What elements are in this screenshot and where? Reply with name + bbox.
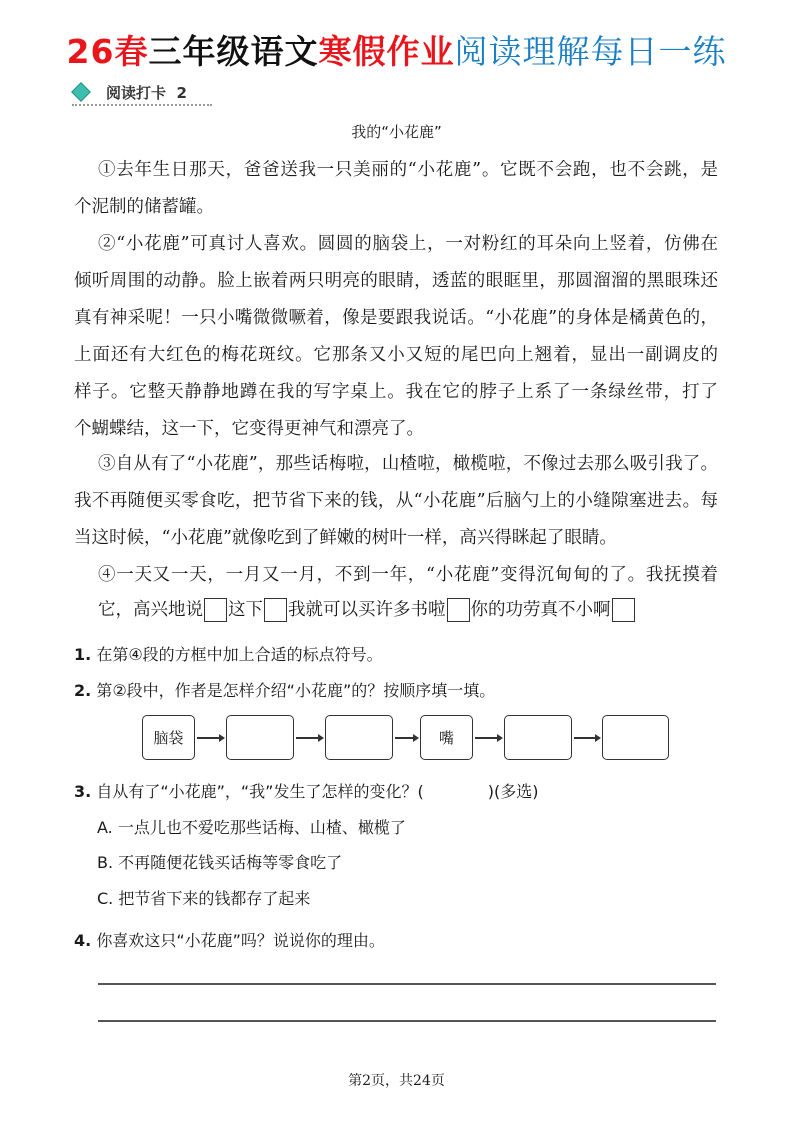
- arrow-icon: [574, 737, 599, 739]
- answer-line[interactable]: [98, 983, 716, 985]
- title-part: 26春: [66, 32, 149, 71]
- article-line: 样子。它整天静静地蹲在我的写字桌上。我在它的脖子上系了一条绿丝带，打了: [74, 382, 718, 402]
- option-a: A. 一点儿也不爱吃那些话梅、山楂、橄榄了: [97, 818, 406, 837]
- flow-answer-box[interactable]: [504, 715, 572, 760]
- page-number: 第2页，共24页: [348, 1073, 445, 1089]
- article-line-with-blanks: [98, 598, 718, 622]
- flow-answer-box[interactable]: [226, 715, 294, 760]
- question-number: 3.: [74, 782, 92, 801]
- question-number: 2.: [74, 681, 92, 700]
- text-segment: 我就可以买许多书啦: [288, 600, 446, 620]
- article-line: 倾听周围的动静。脸上嵌着两只明亮的眼睛，透蓝的眼眶里，那圆溜溜的黑眼珠还: [74, 271, 718, 291]
- flow-box: 脑袋: [142, 715, 195, 760]
- arrow-icon: [395, 737, 417, 739]
- punctuation-blank[interactable]: [447, 598, 470, 622]
- section-label: 阅读打卡 2: [106, 84, 187, 102]
- text-segment: 你的功劳真不小啊: [470, 600, 611, 620]
- question-text: 第②段中，作者是怎样介绍“小花鹿”的？按顺序填一填。: [96, 681, 496, 700]
- question-2: [74, 678, 495, 701]
- article-line: ②“小花鹿”可真讨人喜欢。圆圆的脑袋上，一对粉红的耳朵向上竖着，仿佛在: [98, 234, 718, 254]
- punctuation-blank[interactable]: [264, 598, 287, 622]
- article-line: 当这时候，“小花鹿”就像吃到了鲜嫩的树叶一样，高兴得眯起了眼睛。: [74, 528, 617, 548]
- article-line: ④一天又一天，一月又一月，不到一年，“小花鹿”变得沉甸甸的了。我抚摸着: [98, 565, 718, 585]
- question-3: [74, 779, 538, 802]
- article-line: 我不再随便买零食吃，把节省下来的钱，从“小花鹿”后脑勺上的小缝隙塞进去。每: [74, 491, 718, 511]
- question-text: 在第④段的方框中加上合适的标点符号。: [96, 645, 383, 664]
- question-text: 自从有了“小花鹿”，“我”发生了怎样的变化？( )(多选): [96, 782, 539, 801]
- flow-answer-box[interactable]: [602, 715, 669, 760]
- diamond-icon: [71, 82, 91, 102]
- question-number: 4.: [74, 931, 92, 950]
- article-line: ①去年生日那天，爸爸送我一只美丽的“小花鹿”。它既不会跑，也不会跳，是: [98, 160, 718, 180]
- document-title: [0, 26, 793, 73]
- article-line: ③自从有了“小花鹿”，那些话梅啦，山楂啦，橄榄啦，不像过去那么吸引我了。: [98, 454, 718, 474]
- section-header: [72, 80, 212, 106]
- arrow-icon: [197, 737, 223, 739]
- question-text: 你喜欢这只“小花鹿”吗？说说你的理由。: [96, 931, 385, 950]
- flow-box: 嘴: [420, 715, 473, 760]
- title-part: 阅读理解每日一练: [454, 32, 727, 71]
- question-4: [74, 928, 385, 951]
- text-segment: 这下: [228, 600, 263, 620]
- arrow-icon: [475, 737, 501, 739]
- text-segment: 它，高兴地说: [98, 600, 203, 620]
- title-part: 寒假作业: [318, 32, 455, 71]
- question-1: [74, 642, 383, 665]
- arrow-icon: [296, 737, 322, 739]
- answer-line[interactable]: [98, 1020, 716, 1022]
- question-number: 1.: [74, 645, 92, 664]
- punctuation-blank[interactable]: [204, 598, 227, 622]
- article-line: 真有神采呢！一只小嘴微微噘着，像是要跟我说话。“小花鹿”的身体是橘黄色的，: [74, 308, 718, 328]
- flow-answer-box[interactable]: [325, 715, 393, 760]
- title-part: 三年级语文: [148, 32, 319, 71]
- article-line: 个泥制的储蓄罐。: [74, 197, 214, 217]
- article-line: 上面还有大红色的梅花斑纹。它那条又小又短的尾巴向上翘着，显出一副调皮的: [74, 345, 718, 365]
- option-c: C. 把节省下来的钱都存了起来: [97, 889, 311, 908]
- punctuation-blank[interactable]: [612, 598, 635, 622]
- article-line: 个蝴蝶结，这一下，它变得更神气和漂亮了。: [74, 419, 424, 439]
- option-b: B. 不再随便花钱买话梅等零食吃了: [97, 853, 343, 872]
- article-title: 我的“小花鹿”: [351, 123, 442, 141]
